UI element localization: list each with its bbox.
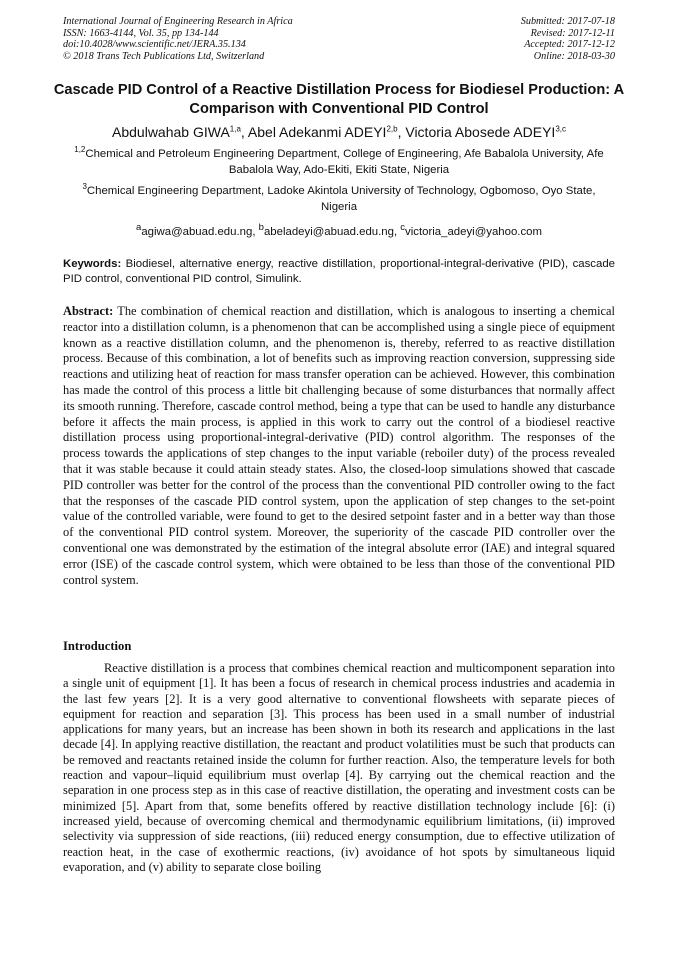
affiliation-text: Chemical Engineering Department, Ladoke Akintola University of Technology, Ogbomoso, Oyo State, Nigeria <box>86 185 596 213</box>
introduction-paragraph: Reactive distillation is a process that combines chemical reaction and multicomponent separation into a single unit of equipment [1]. It has been a focus of research in chemical process industries and academia in the last few years [2]. It is a very good alternative to conventional flowsheets with separate pieces of equipment for reaction and separation [3]. This process has been used in a small number of industrial applications for many years, but an increase has been shown in both its research and applications in the last decade [4]. In applying reactive distillation, the reactant and product volatilities must be such that products can be removed and reactants retained inside the column for further reaction. Also, the temperature levels for both reaction and vapour–liquid equilibrium must overlap [4]. By carrying out the chemical reaction and the separation in one process step as in this case of reactive distillation, the operating and investment costs can be minimized [5]. Apart from that, some benefits offered by reactive distillation technology include [6]: (i) increased yield, because of overcoming chemical and thermodynamic equilibrium limitations, (ii) improved selectivity via suppression of side reactions, (iii) reduced energy consumption, due to effective utilization of reaction heat, in the case of exothermic reactions, (iv) avoidance of hot spots by simultaneous liquid evaporation, and (v) ability to separate close boiling <box>63 661 615 874</box>
keywords-label: Keywords: <box>63 258 122 270</box>
journal-copyright: © 2018 Trans Tech Publications Ltd, Switzerland <box>63 50 265 62</box>
keywords-text: Biodiesel, alternative energy, reactive distillation, proportional-integral-derivative (PID), cascade PID control, conventional PID control, Simulink. <box>63 258 615 285</box>
author-affiliation-mark: 2,b <box>386 124 398 134</box>
date-online: Online: 2018-03-30 <box>533 50 615 62</box>
email-mark: c <box>400 222 406 233</box>
email-address: agiwa@abuad.edu.ng, <box>141 225 259 238</box>
author-name: Abdulwahab GIWA <box>112 124 230 140</box>
email-mark: b <box>258 222 264 233</box>
journal-issn: ISSN: 1663-4144, Vol. 35, pp 134-144 <box>63 27 219 39</box>
abstract-label: Abstract: <box>63 304 114 318</box>
author-emails <box>40 221 638 239</box>
affiliation-text: Chemical and Petroleum Engineering Department, College of Engineering, Afe Babalola University, Afe Babalola Way, Ado-Ekiti, Ekiti State, Nigeria <box>85 148 604 176</box>
author-separator: , <box>240 124 248 140</box>
affiliation-mark: 1,2 <box>74 145 86 155</box>
abstract-text: The combination of chemical reaction and distillation, which is analogous to inserting a chemical reactor into a distillation column, is a phenomenon that can be accomplished using a single piece of equipment known as a reactive distillation column, and the phenomenon is, thereby, referred to as reactive distillation process. Because of this combination, a lot of benefits such as improving reaction conversion, suppressing side reactions and utilizing heat of reaction for mass transfer operation can be achieved. However, this combination has made the control of this process a little bit challenging because of some disturbances that normally affect its smooth running. Therefore, cascade control method, being a type that can be used to handle any disturbance before it affects the main process, is applied in this work to carry out the control of a biodiesel reactive distillation process using proportional-integral-derivative (PID) control algorithm. The responses of the process towards the applications of step changes to the input variable (reboiler duty) of the process revealed that it was stable because it could attain steady states. Also, the closed-loop simulations showed that cascade PID controller was better for the control of the process than the conventional PID controller owing to the fact that the responses of the cascade PID control system, upon the application of step changes to the set-point value of the controlled variable, were found to get to the desired setpoint faster and in a better way than those of the conventional PID control system. Moreover, the superiority of the cascade PID controller over the conventional one was demonstrated by the estimation of the integral absolute error (IAE) and integral squared error (ISE) of the cascade control system, which were obtained to be less than those of the conventional PID control system. <box>63 304 615 587</box>
author-name: Abel Adekanmi ADEYI <box>247 124 387 140</box>
abstract <box>63 304 615 588</box>
paper-title: Cascade PID Control of a Reactive Distillation Process for Biodiesel Production: A Comparison with Conventional PID Control <box>53 82 625 117</box>
affiliation <box>70 147 608 178</box>
affiliation <box>70 184 608 215</box>
author-affiliation-mark: 3,c <box>555 124 566 134</box>
email-mark: a <box>136 222 142 233</box>
email-address: abeladeyi@abuad.edu.ng, <box>263 225 401 238</box>
submission-dates <box>521 16 615 62</box>
affiliation-mark: 3 <box>82 182 87 192</box>
author-name: Victoria Abosede ADEYI <box>405 124 556 140</box>
author-list <box>30 123 648 141</box>
date-accepted: Accepted: 2017-12-12 <box>524 39 615 51</box>
author-separator: , <box>397 124 406 140</box>
section-heading-introduction: Introduction <box>63 639 132 653</box>
date-submitted: Submitted: 2017-07-18 <box>520 16 615 27</box>
journal-doi: doi:10.4028/www.scientific.net/JERA.35.134 <box>63 39 246 51</box>
journal-header <box>63 16 615 62</box>
author-affiliation-mark: 1,a <box>229 124 241 134</box>
keywords <box>63 257 615 287</box>
journal-name: International Journal of Engineering Research in Africa <box>63 16 293 27</box>
date-revised: Revised: 2017-12-11 <box>530 27 615 39</box>
journal-info <box>63 16 293 62</box>
email-address: victoria_adeyi@yahoo.com <box>405 225 542 238</box>
